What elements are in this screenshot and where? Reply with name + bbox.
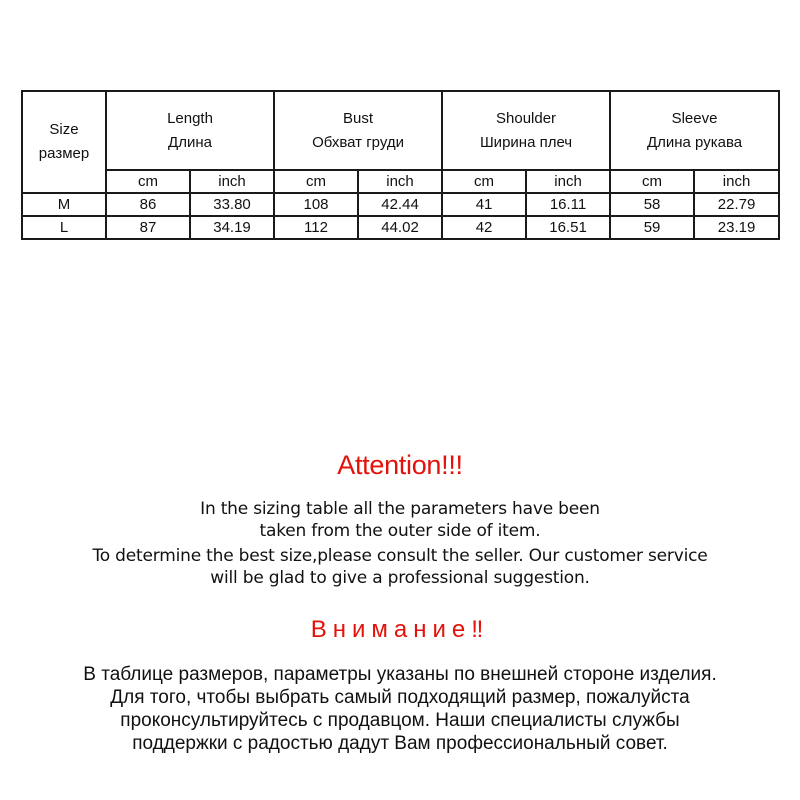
size-label-cell: L xyxy=(22,216,106,239)
value-cell: 42 xyxy=(442,216,526,239)
value-cell: 42.44 xyxy=(358,193,442,216)
unit-cell: inch xyxy=(358,170,442,193)
value-cell: 58 xyxy=(610,193,694,216)
attention-text-ru-line: Для того, чтобы выбрать самый подходящий размер, пожалуйста xyxy=(110,687,690,708)
unit-cell: inch xyxy=(694,170,779,193)
value-cell: 87 xyxy=(106,216,190,239)
table-row-m xyxy=(22,193,779,216)
value-cell: 16.11 xyxy=(526,193,610,216)
size-label-cell: M xyxy=(22,193,106,216)
unit-cell: cm xyxy=(106,170,190,193)
attention-text-ru-line: поддержки с радостью дадут Вам профессиональный совет. xyxy=(132,733,668,754)
value-cell: 41 xyxy=(442,193,526,216)
size-header-ru: размер xyxy=(38,145,90,162)
sizing-note-line: taken from the outer side of item. xyxy=(259,521,541,541)
value-cell: 59 xyxy=(610,216,694,239)
unit-cell: inch xyxy=(190,170,274,193)
value-cell: 16.51 xyxy=(526,216,610,239)
value-cell: 22.79 xyxy=(694,193,779,216)
table-header-row xyxy=(22,91,779,170)
unit-cell: inch xyxy=(526,170,610,193)
attention-title: Attention!!! xyxy=(337,450,463,480)
size-header-en: Size xyxy=(49,121,79,138)
shoulder-header-ru: Ширина плеч xyxy=(479,133,573,151)
bust-header-cell xyxy=(274,91,442,170)
value-cell: 108 xyxy=(274,193,358,216)
unit-cell: cm xyxy=(610,170,694,193)
units-row xyxy=(22,170,779,193)
value-cell: 112 xyxy=(274,216,358,239)
sizing-note-line: In the sizing table all the parameters have been xyxy=(200,499,600,519)
length-header-cell xyxy=(106,91,274,170)
bust-header-en: Bust xyxy=(343,109,374,127)
length-header-ru: Длина xyxy=(168,133,212,151)
unit-cell: cm xyxy=(274,170,358,193)
bust-header-ru: Обхват груди xyxy=(312,133,404,151)
value-cell: 34.19 xyxy=(190,216,274,239)
sleeve-header-cell xyxy=(610,91,779,170)
attention-title-ru: Внимание‼ xyxy=(310,616,490,643)
consult-note-line: To determine the best size,please consult the seller. Our customer service xyxy=(92,546,708,566)
size-header-cell xyxy=(22,91,106,193)
value-cell: 33.80 xyxy=(190,193,274,216)
attention-text-ru-line: В таблице размеров, параметры указаны по внешней стороне изделия. xyxy=(83,664,717,685)
size-table xyxy=(21,90,780,240)
value-cell: 86 xyxy=(106,193,190,216)
unit-cell: cm xyxy=(442,170,526,193)
attention-text-ru xyxy=(0,663,800,755)
table-row-l xyxy=(22,216,779,239)
consult-note-line: will be glad to give a professional suggestion. xyxy=(210,568,590,588)
value-cell: 23.19 xyxy=(694,216,779,239)
sleeve-header-en: Sleeve xyxy=(671,109,718,127)
attention-text-ru-line: проконсультируйтесь с продавцом. Наши специалисты службы xyxy=(120,710,680,731)
sleeve-header-ru: Длина рукава xyxy=(646,133,743,151)
value-cell: 44.02 xyxy=(358,216,442,239)
sizing-note xyxy=(0,498,800,542)
shoulder-header-en: Shoulder xyxy=(496,109,557,127)
shoulder-header-cell xyxy=(442,91,610,170)
length-header-en: Length xyxy=(167,109,213,127)
consult-note xyxy=(0,545,800,589)
